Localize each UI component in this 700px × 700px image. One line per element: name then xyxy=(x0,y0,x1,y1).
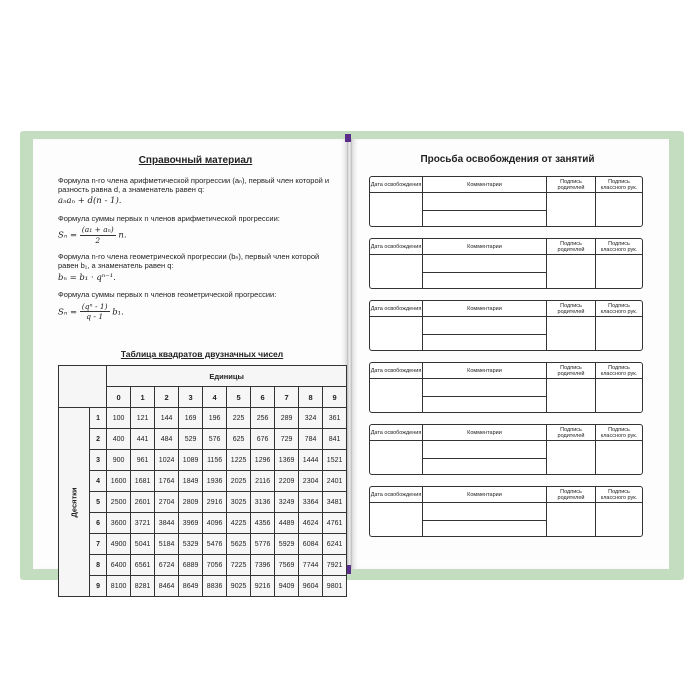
comments-field[interactable] xyxy=(423,193,547,226)
table-row xyxy=(59,429,347,450)
squares-table-title: Таблица квадратов двузначных чисел xyxy=(120,349,284,359)
squares-table xyxy=(58,365,347,597)
unit-header: 8 xyxy=(299,387,323,408)
square-value-cell: 7921 xyxy=(323,555,347,576)
date-header: Дата освобождения xyxy=(370,177,423,192)
square-value-cell: 2116 xyxy=(251,471,275,492)
geom-sum-text: Формула суммы первых n членов геометрической прогрессии: xyxy=(58,290,277,300)
unit-header: 2 xyxy=(155,387,179,408)
geom-sum-formula xyxy=(58,302,333,322)
arith-sum-denominator: 2 xyxy=(95,235,101,245)
square-value-cell: 7744 xyxy=(299,555,323,576)
square-value-cell: 324 xyxy=(299,408,323,429)
square-value-cell: 196 xyxy=(203,408,227,429)
square-value-cell: 2704 xyxy=(155,492,179,513)
square-value-cell: 3721 xyxy=(131,513,155,534)
date-field[interactable] xyxy=(370,317,423,350)
table-row xyxy=(59,513,347,534)
date-header: Дата освобождения xyxy=(370,363,423,378)
teacher-signature-header: Подпись классного рук. xyxy=(600,240,638,253)
geom-nth-formula: bₙ = b₁ · qⁿ⁻¹. xyxy=(58,272,116,283)
square-value-cell: 1849 xyxy=(179,471,203,492)
comments-field[interactable] xyxy=(423,255,547,288)
square-value-cell: 7569 xyxy=(275,555,299,576)
table-row xyxy=(59,450,347,471)
tens-cell: 8 xyxy=(90,555,107,576)
square-value-cell: 256 xyxy=(251,408,275,429)
square-value-cell: 841 xyxy=(323,429,347,450)
square-value-cell: 361 xyxy=(323,408,347,429)
square-value-cell: 1156 xyxy=(203,450,227,471)
square-value-cell: 1936 xyxy=(203,471,227,492)
square-value-cell: 5476 xyxy=(203,534,227,555)
square-value-cell: 4624 xyxy=(299,513,323,534)
square-value-cell: 2209 xyxy=(275,471,299,492)
square-value-cell: 225 xyxy=(227,408,251,429)
square-value-cell: 484 xyxy=(155,429,179,450)
square-value-cell: 529 xyxy=(179,429,203,450)
square-value-cell: 3025 xyxy=(227,492,251,513)
teacher-signature-header: Подпись классного рук. xyxy=(600,364,638,377)
bookmark-ribbon-top xyxy=(345,134,351,142)
geom-sum-lhs: Sₙ = xyxy=(58,307,78,318)
arith-sum-formula xyxy=(58,225,333,245)
square-value-cell: 4096 xyxy=(203,513,227,534)
date-field[interactable] xyxy=(370,379,423,412)
square-value-cell: 729 xyxy=(275,429,299,450)
geom-sum-tail: b₁. xyxy=(112,307,124,318)
square-value-cell: 5041 xyxy=(131,534,155,555)
table-row xyxy=(59,492,347,513)
unit-header: 7 xyxy=(275,387,299,408)
absence-form-block xyxy=(369,238,643,289)
teacher-signature-field[interactable] xyxy=(596,255,642,288)
square-value-cell: 8100 xyxy=(107,576,131,597)
geom-sum-denominator: q - 1 xyxy=(86,312,104,322)
absence-form-block xyxy=(369,176,643,227)
square-value-cell: 5329 xyxy=(179,534,203,555)
parents-signature-field[interactable] xyxy=(547,255,596,288)
square-value-cell: 4356 xyxy=(251,513,275,534)
absence-form-header xyxy=(370,487,642,503)
square-value-cell: 2304 xyxy=(299,471,323,492)
teacher-signature-header: Подпись классного рук. xyxy=(600,426,638,439)
comments-field[interactable] xyxy=(423,441,547,474)
absence-form-block xyxy=(369,300,643,351)
square-value-cell: 5776 xyxy=(251,534,275,555)
unit-header: 4 xyxy=(203,387,227,408)
tens-cell: 5 xyxy=(90,492,107,513)
parents-signature-field[interactable] xyxy=(547,317,596,350)
square-value-cell: 625 xyxy=(227,429,251,450)
absence-form-body xyxy=(370,317,642,350)
units-label: Единицы xyxy=(107,366,347,387)
unit-header: 9 xyxy=(323,387,347,408)
absence-form-block xyxy=(369,486,643,537)
date-header: Дата освобождения xyxy=(370,239,423,254)
parents-signature-field[interactable] xyxy=(547,193,596,226)
reference-section xyxy=(58,155,333,329)
square-value-cell: 6724 xyxy=(155,555,179,576)
arith-sum-numerator: (a₁ + aₙ) xyxy=(81,225,114,235)
absence-form-body xyxy=(370,379,642,412)
unit-header: 6 xyxy=(251,387,275,408)
teacher-signature-field[interactable] xyxy=(596,193,642,226)
square-value-cell: 784 xyxy=(299,429,323,450)
square-value-cell: 8649 xyxy=(179,576,203,597)
geom-sum-numerator: (qⁿ - 1) xyxy=(81,301,108,311)
square-value-cell: 1296 xyxy=(251,450,275,471)
arith-sum-lhs: Sₙ = xyxy=(58,230,78,241)
square-value-cell: 144 xyxy=(155,408,179,429)
reference-title: Справочный материал xyxy=(138,155,253,166)
square-value-cell: 1600 xyxy=(107,471,131,492)
square-value-cell: 1369 xyxy=(275,450,299,471)
geom-sum-fraction xyxy=(80,302,110,322)
square-value-cell: 6889 xyxy=(179,555,203,576)
square-value-cell: 441 xyxy=(131,429,155,450)
parents-signature-header: Подпись родителей xyxy=(547,301,596,316)
square-value-cell: 121 xyxy=(131,408,155,429)
arith-nth-formula: aₙaₙ + d(n - 1). xyxy=(58,196,122,207)
absence-form-body xyxy=(370,255,642,288)
comments-header: Комментарии xyxy=(423,363,547,378)
geom-nth-text: Формула n-го члена геометрической прогрессии (bₙ), первый член которой равен b₁, а знаменатель равен q: xyxy=(58,252,320,271)
square-value-cell: 9409 xyxy=(275,576,299,597)
square-value-cell: 576 xyxy=(203,429,227,450)
square-value-cell: 7056 xyxy=(203,555,227,576)
teacher-signature-header: Подпись классного рук. xyxy=(600,302,638,315)
absence-form-body xyxy=(370,503,642,536)
square-value-cell: 6400 xyxy=(107,555,131,576)
square-value-cell: 9025 xyxy=(227,576,251,597)
parents-signature-header: Подпись родителей xyxy=(547,487,596,502)
square-value-cell: 1024 xyxy=(155,450,179,471)
absence-form-header xyxy=(370,301,642,317)
parents-signature-header: Подпись родителей xyxy=(547,425,596,440)
comments-header: Комментарии xyxy=(423,177,547,192)
square-value-cell: 400 xyxy=(107,429,131,450)
square-value-cell: 1225 xyxy=(227,450,251,471)
date-header: Дата освобождения xyxy=(370,487,423,502)
unit-header: 5 xyxy=(227,387,251,408)
square-value-cell: 8281 xyxy=(131,576,155,597)
tens-cell: 4 xyxy=(90,471,107,492)
square-value-cell: 169 xyxy=(179,408,203,429)
tens-cell: 3 xyxy=(90,450,107,471)
tens-cell: 9 xyxy=(90,576,107,597)
absence-form-body xyxy=(370,441,642,474)
date-field[interactable] xyxy=(370,193,423,226)
absence-form-header xyxy=(370,425,642,441)
square-value-cell: 2916 xyxy=(203,492,227,513)
absence-form-header xyxy=(370,177,642,193)
square-value-cell: 6241 xyxy=(323,534,347,555)
date-header: Дата освобождения xyxy=(370,301,423,316)
absence-form-body xyxy=(370,193,642,226)
square-value-cell: 2500 xyxy=(107,492,131,513)
square-value-cell: 4489 xyxy=(275,513,299,534)
comments-header: Комментарии xyxy=(423,425,547,440)
teacher-signature-field[interactable] xyxy=(596,317,642,350)
tens-cell: 7 xyxy=(90,534,107,555)
square-value-cell: 9604 xyxy=(299,576,323,597)
table-row xyxy=(59,555,347,576)
parents-signature-header: Подпись родителей xyxy=(547,177,596,192)
square-value-cell: 1764 xyxy=(155,471,179,492)
square-value-cell: 2401 xyxy=(323,471,347,492)
square-value-cell: 2809 xyxy=(179,492,203,513)
tens-cell: 1 xyxy=(90,408,107,429)
parents-signature-header: Подпись родителей xyxy=(547,239,596,254)
date-field[interactable] xyxy=(370,255,423,288)
square-value-cell: 4225 xyxy=(227,513,251,534)
table-row xyxy=(59,534,347,555)
date-field[interactable] xyxy=(370,441,423,474)
date-header: Дата освобождения xyxy=(370,425,423,440)
absence-form-block xyxy=(369,424,643,475)
square-value-cell: 1521 xyxy=(323,450,347,471)
table-row xyxy=(59,471,347,492)
absence-form-block xyxy=(369,362,643,413)
absence-form-header xyxy=(370,363,642,379)
parents-signature-field[interactable] xyxy=(547,441,596,474)
square-value-cell: 1444 xyxy=(299,450,323,471)
comments-header: Комментарии xyxy=(423,239,547,254)
square-value-cell: 4761 xyxy=(323,513,347,534)
parents-signature-field[interactable] xyxy=(547,503,596,536)
teacher-signature-field[interactable] xyxy=(596,503,642,536)
tens-cell: 6 xyxy=(90,513,107,534)
square-value-cell: 7396 xyxy=(251,555,275,576)
parents-signature-header: Подпись родителей xyxy=(547,363,596,378)
square-value-cell: 5929 xyxy=(275,534,299,555)
square-value-cell: 5625 xyxy=(227,534,251,555)
teacher-signature-header: Подпись классного рук. xyxy=(600,488,638,501)
unit-header: 0 xyxy=(107,387,131,408)
square-value-cell: 6084 xyxy=(299,534,323,555)
square-value-cell: 4900 xyxy=(107,534,131,555)
square-value-cell: 3844 xyxy=(155,513,179,534)
square-value-cell: 8464 xyxy=(155,576,179,597)
square-value-cell: 3249 xyxy=(275,492,299,513)
square-value-cell: 8836 xyxy=(203,576,227,597)
teacher-signature-field[interactable] xyxy=(596,379,642,412)
comments-header: Комментарии xyxy=(423,487,547,502)
square-value-cell: 3481 xyxy=(323,492,347,513)
square-value-cell: 100 xyxy=(107,408,131,429)
table-corner xyxy=(59,366,107,408)
absence-request-title: Просьба освобождения от занятий xyxy=(420,154,595,165)
square-value-cell: 1089 xyxy=(179,450,203,471)
arith-nth-text: Формула n-го члена арифметической прогрессии (aₙ), первый член которой и разность равна d, а знаменатель равен q: xyxy=(58,175,330,194)
square-value-cell: 289 xyxy=(275,408,299,429)
square-value-cell: 676 xyxy=(251,429,275,450)
square-value-cell: 7225 xyxy=(227,555,251,576)
square-value-cell: 3600 xyxy=(107,513,131,534)
tens-label: Десятки xyxy=(69,486,79,518)
tens-label-cell xyxy=(59,408,90,597)
absence-form-header xyxy=(370,239,642,255)
comments-field[interactable] xyxy=(423,503,547,536)
comments-field[interactable] xyxy=(423,379,547,412)
square-value-cell: 9801 xyxy=(323,576,347,597)
square-value-cell: 6561 xyxy=(131,555,155,576)
square-value-cell: 3364 xyxy=(299,492,323,513)
square-value-cell: 2025 xyxy=(227,471,251,492)
tens-cell: 2 xyxy=(90,429,107,450)
table-row xyxy=(59,576,347,597)
teacher-signature-field[interactable] xyxy=(596,441,642,474)
square-value-cell: 5184 xyxy=(155,534,179,555)
date-field[interactable] xyxy=(370,503,423,536)
square-value-cell: 3136 xyxy=(251,492,275,513)
unit-header: 3 xyxy=(179,387,203,408)
square-value-cell: 900 xyxy=(107,450,131,471)
arith-sum-fraction xyxy=(80,225,116,245)
unit-header: 1 xyxy=(131,387,155,408)
square-value-cell: 961 xyxy=(131,450,155,471)
arith-sum-text: Формула суммы первых n членов арифметической прогрессии: xyxy=(58,213,280,223)
square-value-cell: 2601 xyxy=(131,492,155,513)
teacher-signature-header: Подпись классного рук. xyxy=(600,178,638,191)
square-value-cell: 9216 xyxy=(251,576,275,597)
square-value-cell: 3969 xyxy=(179,513,203,534)
square-value-cell: 1681 xyxy=(131,471,155,492)
notebook-spine xyxy=(347,139,352,569)
comments-field[interactable] xyxy=(423,317,547,350)
comments-header: Комментарии xyxy=(423,301,547,316)
arith-sum-tail: n. xyxy=(118,230,127,241)
parents-signature-field[interactable] xyxy=(547,379,596,412)
table-row xyxy=(59,408,347,429)
